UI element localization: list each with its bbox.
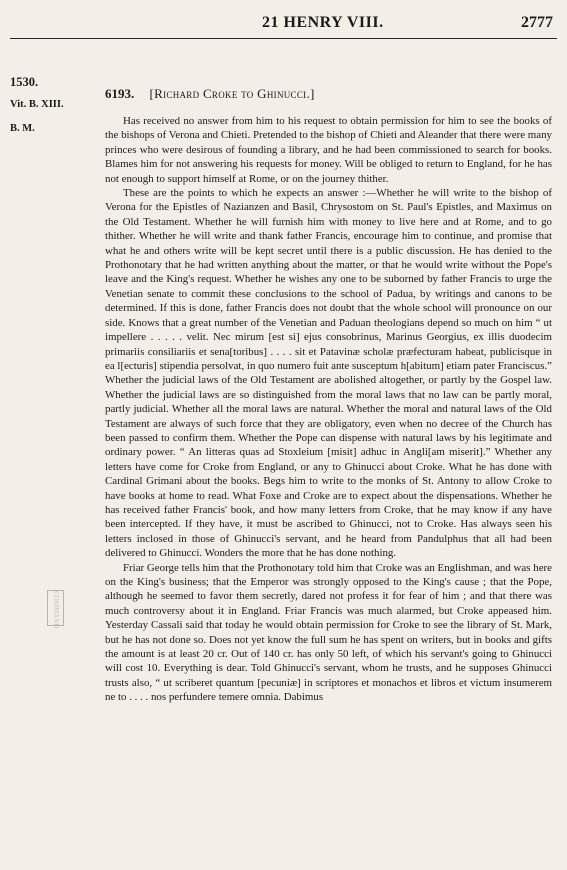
- running-header: [0, 14, 567, 36]
- paragraph-3: Friar George tells him that the Prothonotary told him that Croke was an Englishman, and was here on the King's business; that the Emperor was strongly opposed to the King's cause ; that the Pope, although he seemed to favor them secretly, dared not profess it for fear of him ; and that there was much controversy about it in England. Friar Francis was much alarmed, but Croke appeased him. Yesterday Cassali said that today he would obtain permission for Croke to see the library of St. Mark, but he has not done so. Does not yet know the full sum he has spent on writers, but in books and gifts the amount is at least 20 cr. Out of 140 cr. has only 50 left, of which his servant's going to Ghinucci will cost 10. Everything is dear. Told Ghinucci's servant, whom he trusts, and he supposes Ghinucci trusts also, “ ut scriberet quantum [pecuniæ] in scriptores et monachos et libros et victum insumerem ne to . . . . nos perfundere temere omnia. Dabimus: [105, 561, 552, 704]
- library-stamp: COMMAND: [47, 590, 64, 626]
- paragraph-2: These are the points to which he expects an answer :—Whether he will write to the bishop of Verona for the Epistles of Nazianzen and Basil, Chrysostom on St. Paul's Epistles, and Maximus on the Old Testament. Whether he will furnish him with money to live here and at Rome, and to go thither. Whether he will write and thank father Francis, encourage him to continue, and promise that what he and others write will be kept secret until there is a public discussion. He has denied to the Prothonotary that he had written anything about the matter, or that he would write without the Pope's leave and the King's request. Whether he wishes any one to be suborned by father Francis to urge the Venetian senate to commit these conclusions to the school of Padua, by writings and canons to be determined. If this is done, father Francis does not doubt that the whole school will pronounce on our side. Knows that a great number of the Venetian and Paduan theologians depend so much on him “ ut impellere . . . . . velit. Nec mirum [est si] ejus consobrinus, Marinus Georgius, ex illis duodecim primariis consiliariis et sena[toribus] . . . . sit et Patavinæ scholæ præfecturam habeat, publicisque in ea l[ecturis] stipendia persolvat, in quo numero fuit ante susceptum h[abitum] etiam pater Franciscus.” Whether the judicial laws of the Old Testament are abolished altogether, or partly by the Gospel law. Whether the judicial laws are so distinguished from the moral laws that no law can be partly moral, partly judicial. Whether all the moral laws are natural. Whether the moral and natural laws of the Old Testament are always of such force that they are obligatory, even when no decree of the Church has been passed to confirm them. Whether the Pope can dispense with natural laws by his legitimate and ordinary power. “ An litteras quas ad Stoxleium [misit] adhuc in Angli[am miserit].” Whether any letters have come for Croke from England, or any to Ghinucci about Croke. What he has done with Cardinal Grimani about the books. Begs him to write to the monks of St. Antony to allow Croke to have books at home to read. What Foxe and Croke are to expect about the dispensations. Whether he has received father Francis' book, and how many letters from Croke, that he may know if any have been intercepted. If they have, it must be ascribed to Ghinucci, not to Croke. Has always seen his letters inclosed in those of Ghinucci's servant, and he heard from Pandulphus that all had been delivered to Ghinucci. Wonders the more that he has done nothing.: [105, 187, 552, 560]
- paragraph-1: Has received no answer from him to his request to obtain permission for him to see the books of the bishops of Verona and Chieti. Pretended to the bishop of Chieti and Aleander that there were many princes who were desirous of founding a library, and he had been commissioned to search for books. Blames him for not answering his requests for money. Will be obliged to return to England, for he has not enough to support himself at Rome, or on the journey thither.: [105, 115, 552, 185]
- margin-reference: Vit. B. XIII.: [10, 99, 64, 110]
- document-body: [105, 100, 552, 705]
- margin-repository: B. M.: [10, 123, 35, 134]
- document-title: [Richard Croke to Ghinucci.]: [149, 86, 315, 101]
- document-number: 6193.: [105, 86, 135, 101]
- page-number: 2777: [521, 14, 553, 31]
- running-title: 21 HENRY VIII.: [262, 14, 384, 31]
- header-rule: [10, 38, 557, 39]
- margin-year: 1530.: [10, 75, 39, 89]
